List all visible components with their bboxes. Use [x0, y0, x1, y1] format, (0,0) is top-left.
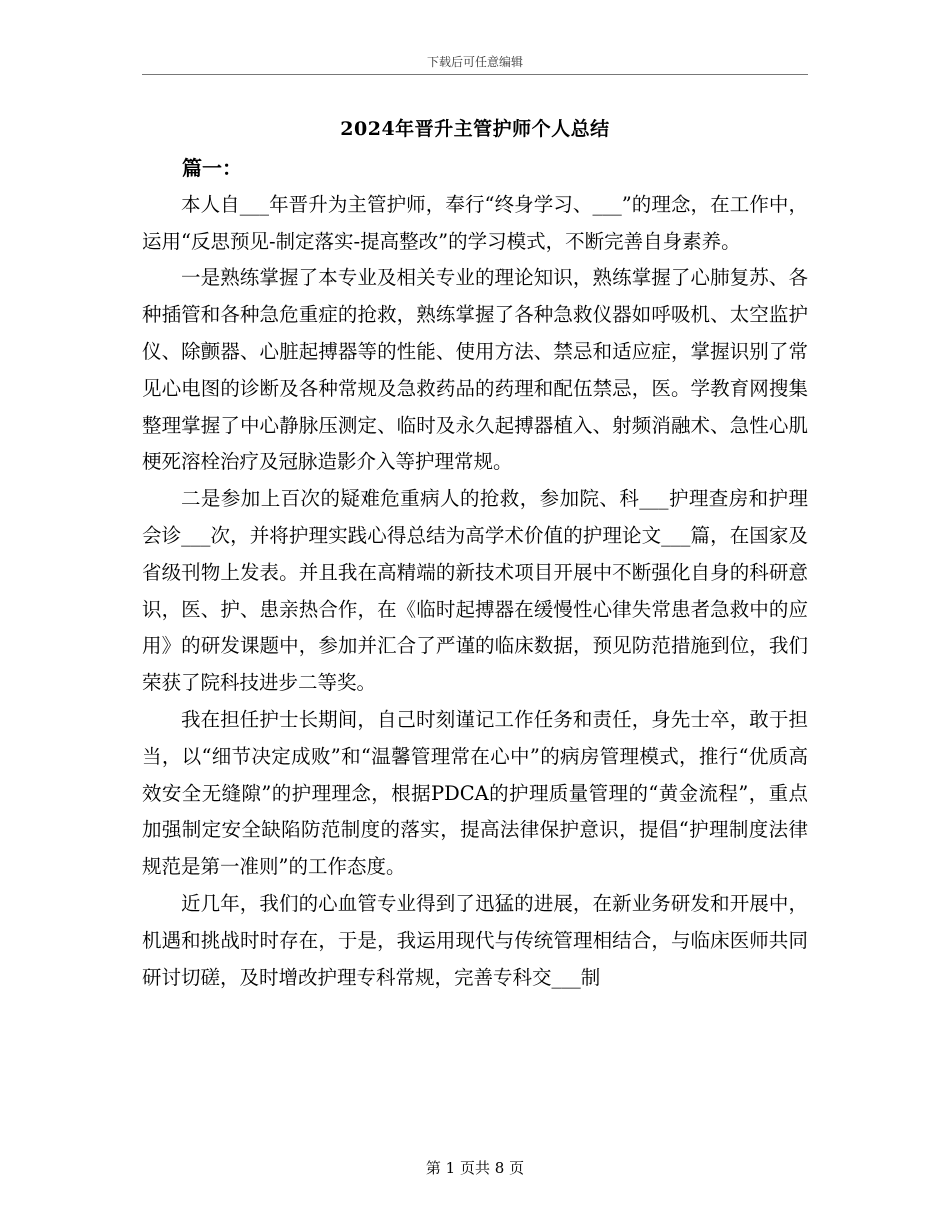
paragraph-3: 二是参加上百次的疑难危重病人的抢救，参加院、科___护理查房和护理会诊___次，并将护理实践心得总结为高学术价值的护理论文___篇，在国家及省级刊物上发表。并且我在高精端的新技术项目开展中不断强化自身的科研意识，医、护、患亲热合作，在《临时起搏器在缓慢性心律失常患者急救中的应用》的研发课题中，参加并汇合了严谨的临床数据，预见防范措施到位，我们荣获了院科技进步二等奖。	[142, 487, 808, 695]
paragraph-2: 一是熟练掌握了本专业及相关专业的理论知识，熟练掌握了心肺复苏、各种插管和各种急危重症的抢救，熟练掌握了各种急救仪器如呼吸机、太空监护仪、除颤器、心脏起搏器等的性能、使用方法、禁忌和适应症，掌握识别了常见心电图的诊断及各种常规及急救药品的药理和配伍禁忌，医。学教育网搜集整理掌握了中心静脉压测定、临时及永久起搏器植入、射频消融术、急性心肌梗死溶栓治疗及冠脉造影介入等护理常规。	[142, 266, 808, 474]
page-number: 第 1 页共 8 页	[425, 1159, 525, 1177]
document-title: 2024年晋升主管护师个人总结	[340, 118, 610, 140]
document-body	[142, 150, 808, 996]
header-note: 下载后可任意编辑	[426, 55, 523, 69]
paragraph-5: 近几年，我们的心血管专业得到了迅猛的进展，在新业务研发和开展中，机遇和挑战时时存在，于是，我运用现代与传统管理相结合，与临床医师共同研讨切磋，及时增改护理专科常规，完善专科交___制	[142, 891, 808, 989]
header-divider	[142, 74, 808, 75]
section-heading: 篇一：	[182, 156, 242, 180]
paragraph-1: 本人自___年晋升为主管护师，奉行“终身学习、___”的理念，在工作中，运用“反思预见-制定落实-提高整改”的学习模式，不断完善自身素养。	[142, 192, 808, 253]
paragraph-4: 我在担任护士长期间，自己时刻谨记工作任务和责任，身先士卒，敢于担当，以“细节决定成败”和“温馨管理常在心中”的病房管理模式，推行“优质高效安全无缝隙”的护理理念，根据PDCA的护理质量管理的“黄金流程”，重点加强制定安全缺陷防范制度的落实，提高法律保护意识，提倡“护理制度法律规范是第一准则”的工作态度。	[142, 707, 808, 879]
